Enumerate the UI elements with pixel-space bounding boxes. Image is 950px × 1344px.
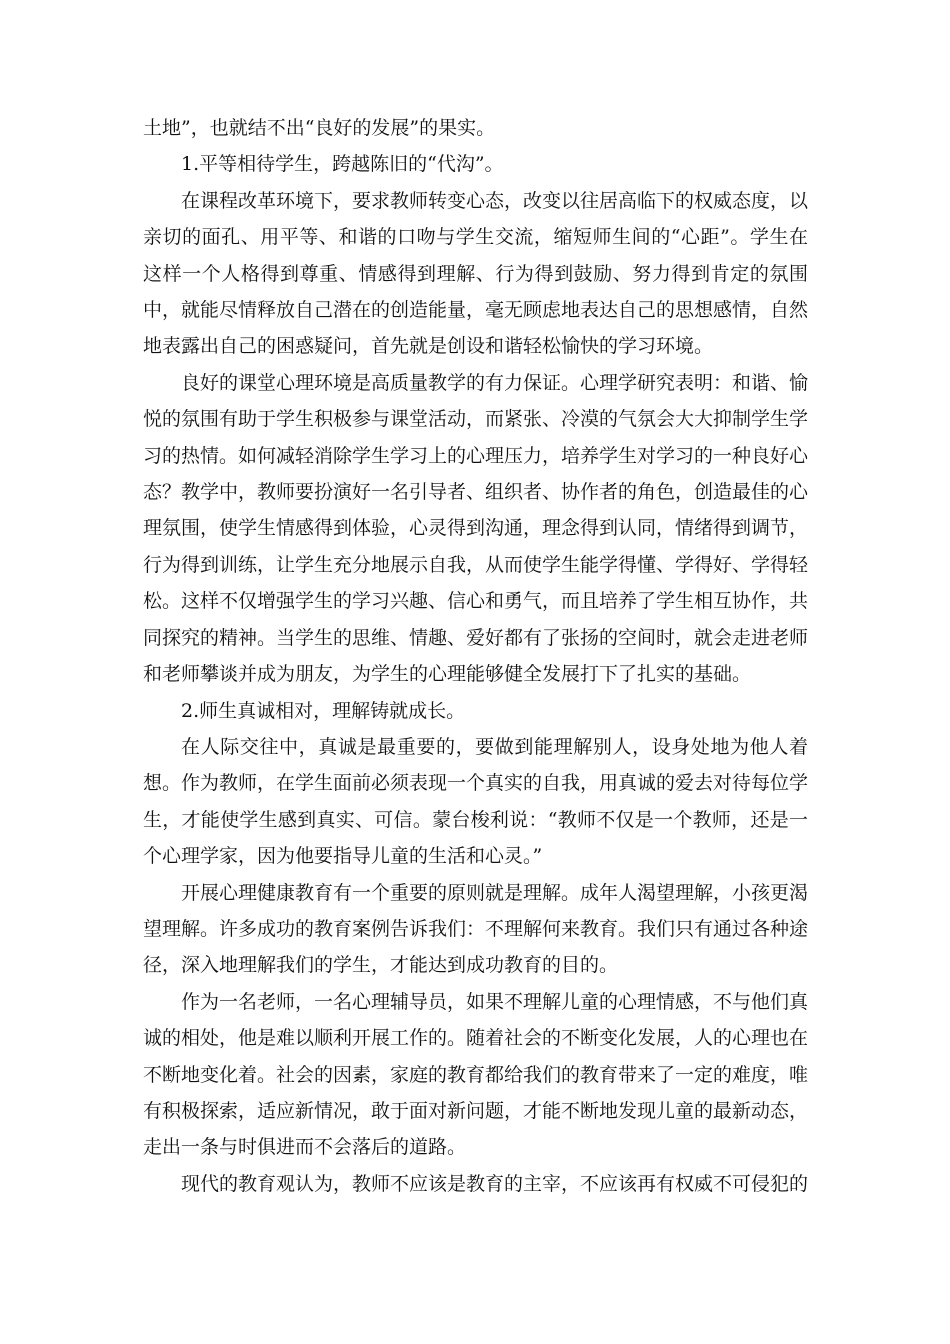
paragraph: 作为一名老师，一名心理辅导员，如果不理解儿童的心理情感，不与他们真诚的相处，他是难以顺利开展工作的。随着社会的不断变化发展，人的心理也在不断地变化着。社会的因素，家庭的教育都给我们的教育带来了一定的难度，唯有积极探索，适应新情况，敢于面对新问题，才能不断地发现儿童的最新动态，走出一条与时俱进而不会落后的道路。 <box>143 990 809 1159</box>
paragraph-truncated: 现代的教育观认为，教师不应该是教育的主宰，不应该再有权威不可侵犯的 <box>181 1172 809 1195</box>
paragraph: 在人际交往中，真诚是最重要的，要做到能理解别人，设身处地为他人着想。作为教师，在学生面前必须表现一个真实的自我，用真诚的爱去对待每位学生，才能使学生感到真实、可信。蒙台梭利说：“教师不仅是一个教师，还是一个心理学家，因为他要指导儿童的生活和心灵。” <box>143 735 809 868</box>
section-heading-1: 1.平等相待学生，跨越陈旧的“代沟”。 <box>181 153 504 176</box>
section-heading-2: 2.师生真诚相对，理解铸就成长。 <box>181 699 466 722</box>
paragraph-continuation: 土地”，也就结不出“良好的发展”的果实。 <box>143 117 496 139</box>
document-body <box>143 110 808 1202</box>
paragraph: 良好的课堂心理环境是高质量教学的有力保证。心理学研究表明：和谐、愉悦的氛围有助于学生积极参与课堂活动，而紧张、冷漠的气氛会大大抑制学生学习的热情。如何减轻消除学生学习上的心理压力，培养学生对学习的一种良好心态？教学中，教师要扮演好一名引导者、组织者、协作者的角色，创造最佳的心理氛围，使学生情感得到体验，心灵得到沟通，理念得到认同，情绪得到调节，行为得到训练，让学生充分地展示自我，从而使学生能学得懂、学得好、学得轻松。这样不仅增强学生的学习兴趣、信心和勇气，而且培养了学生相互协作，共同探究的精神。当学生的思维、情趣、爱好都有了张扬的空间时，就会走进老师和老师攀谈并成为朋友，为学生的心理能够健全发展打下了扎实的基础。 <box>143 371 809 686</box>
paragraph: 在课程改革环境下，要求教师转变心态，改变以往居高临下的权威态度，以亲切的面孔、用平等、和谐的口吻与学生交流，缩短师生间的“心距”。学生在这样一个人格得到尊重、情感得到理解、行为得到鼓励、努力得到肯定的氛围中，就能尽情释放自己潜在的创造能量，毫无顾虑地表达自己的思想感情，自然地表露出自己的困惑疑问，首先就是创设和谐轻松愉快的学习环境。 <box>143 189 809 358</box>
paragraph: 开展心理健康教育有一个重要的原则就是理解。成年人渴望理解，小孩更渴望理解。许多成功的教育案例告诉我们：不理解何来教育。我们只有通过各种途径，深入地理解我们的学生，才能达到成功教育的目的。 <box>143 881 809 977</box>
